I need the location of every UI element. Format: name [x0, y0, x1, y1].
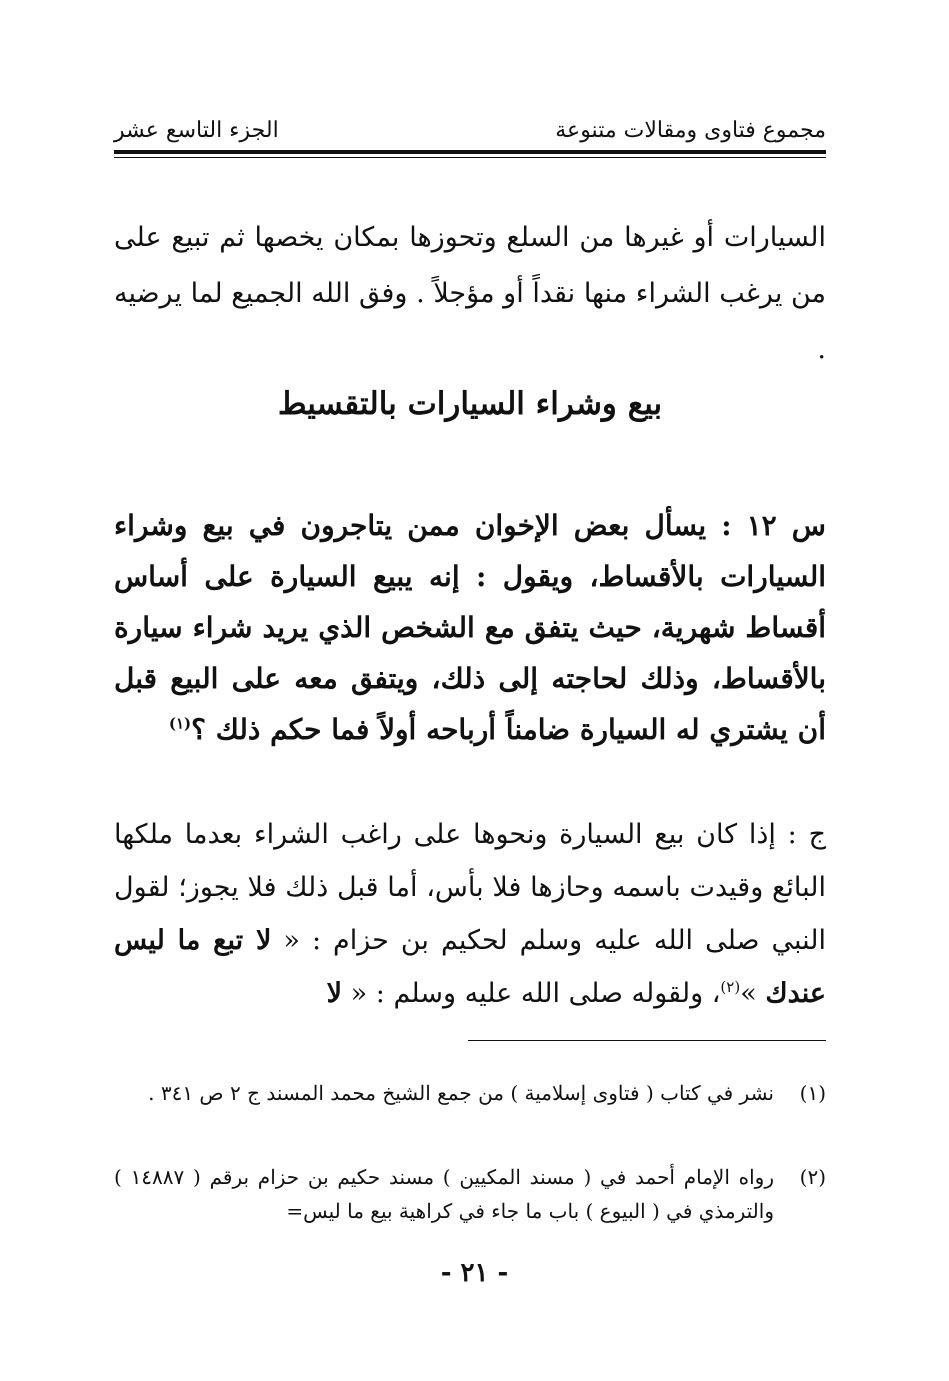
- answer-text: ج : إذا كان بيع السيارة ونحوها على راغب الشراء بعدما ملكها البائع وقيدت باسمه وحازها فلا بأس، أما قبل ذلك فلا يجوز؛ لقول النبي صلى الله عليه وسلم لحكيم بن حزام : «: [114, 819, 826, 956]
- volume-label: الجزء التاسع عشر: [114, 118, 279, 143]
- footnote-number: (١): [799, 1081, 826, 1105]
- header-rule-thin: [114, 157, 826, 158]
- footnote-text: رواه الإمام أحمد في ( مسند المكيين ) مسند حكيم بن حزام برقم ( ١٤٨٨٧ ) والترمذي في ( البيوع ) باب ما جاء في كراهية بيع ما ليس=: [114, 1165, 774, 1223]
- hadith-quote-1: لا تبع ما ليس عندك: [114, 925, 826, 1009]
- book-title: مجموع فتاوى ومقالات متنوعة: [555, 118, 826, 143]
- page-number: - ٢١ -: [440, 1258, 509, 1288]
- running-header: [114, 118, 826, 162]
- hadith-quote-2: لا: [326, 978, 343, 1009]
- footnote-separator: [468, 1040, 826, 1041]
- footnote-1: [114, 1076, 826, 1110]
- intro-paragraph: السيارات أو غيرها من السلع وتحوزها بمكان يخصها ثم تبيع على من يرغب الشراء منها نقداً أو مؤجلاً . وفق الله الجميع لما يرضيه .: [114, 222, 826, 365]
- footnote-ref-2[interactable]: (٢): [720, 978, 741, 996]
- question-paragraph: [114, 500, 826, 755]
- quote-close: »: [740, 978, 757, 1009]
- answer-text-continued: ، ولقوله صلى الله عليه وسلم : «: [350, 978, 721, 1009]
- section-title: بيع وشراء السيارات بالتقسيط: [277, 386, 663, 422]
- footnote-2: [114, 1160, 826, 1228]
- header-rule-thick: [114, 150, 826, 154]
- answer-paragraph: [114, 808, 826, 1020]
- footnote-text: نشر في كتاب ( فتاوى إسلامية ) من جمع الشيخ محمد المسند ج ٢ ص ٣٤١ .: [148, 1081, 774, 1105]
- footnote-number: (٢): [799, 1165, 826, 1189]
- question-text: س ١٢ : يسأل بعض الإخوان ممن يتاجرون في بيع وشراء السيارات بالأقساط، ويقول : إنه يبيع السيارة على أساس أقساط شهرية، حيث يتفق مع الشخص الذي يريد شراء سيارة بالأقساط، وذلك لحاجته إلى ذلك، ويتفق معه على البيع قبل أن يشتري له السيارة ضامناً أرباحه أولاً فما حكم ذلك ؟: [114, 509, 826, 746]
- footnote-ref-1[interactable]: (١): [168, 714, 192, 733]
